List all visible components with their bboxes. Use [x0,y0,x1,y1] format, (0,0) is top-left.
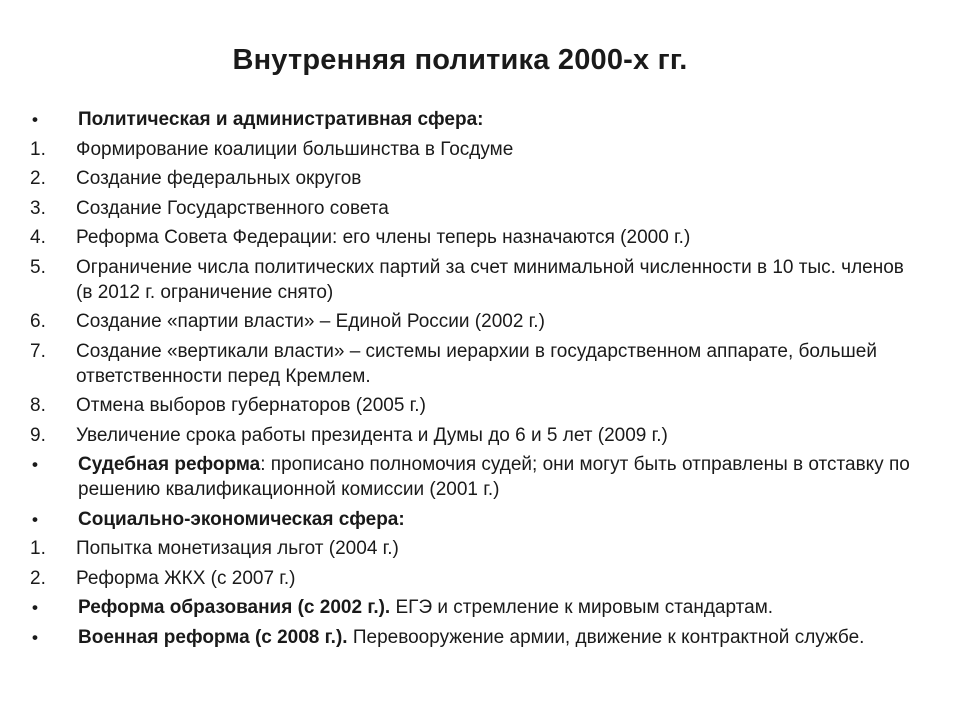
list-item [30,566,920,591]
list-item [30,255,920,305]
section-heading: Реформа образования (с 2002 г.). [78,597,391,618]
section-heading: Политическая и административная сфера: [78,109,484,130]
number-marker: 9. [30,424,46,446]
item-text: ЕГЭ и стремление к мировым стандартам. [390,597,774,618]
section-heading: Военная реформа (с 2008 г.). [78,626,348,648]
list-item-text [76,196,920,221]
item-text: Создание «вертикали власти» – системы иерархии в государственном аппарате, большей ответственности перед Кремлем. [76,340,877,387]
item-text: Реформа ЖКХ (с 2007 г.) [76,567,296,589]
list-item-text [78,507,920,532]
list-item [30,536,920,561]
list-item [30,595,920,620]
bullet-marker: • [32,627,38,647]
bullet-marker: • [32,455,38,474]
number-marker: 1. [30,138,46,160]
list-item-text [78,107,920,132]
list-item-text [76,393,920,418]
item-text: Перевооружение армии, движение к контрактной службе. [347,626,865,648]
list-item [30,166,920,191]
list-item-text [76,166,920,191]
number-marker: 8. [30,395,46,416]
item-text: Увеличение срока работы президента и Думы до 6 и 5 лет (2009 г.) [76,424,668,446]
list-item [30,225,920,250]
bullet-marker: • [32,598,38,617]
list-item [30,625,920,650]
bullet-marker: • [32,110,38,129]
list-item [30,196,920,221]
list-item [30,309,920,334]
item-text: Попытка монетизация льгот (2004 г.) [76,538,399,559]
list-item-text [76,566,920,591]
section-heading: Судебная реформа [78,454,261,475]
number-marker: 2. [30,567,46,589]
list-item-text [76,309,920,334]
list-item [30,452,920,502]
item-text: Создание Государственного совета [76,197,389,219]
content-list [30,107,920,654]
item-text: Ограничение числа политических партий за счет минимальной численности в 10 тыс. членов (в 2012 г. ограничение снято) [76,256,904,303]
section-heading: Социально-экономическая сфера: [78,508,405,530]
list-item-text [76,536,920,561]
list-item-text [76,137,920,162]
list-item-text [76,339,920,389]
list-item [30,423,920,448]
number-marker: 2. [30,168,46,189]
list-item [30,339,920,389]
number-marker: 6. [30,311,46,332]
page-title: Внутренняя политика 2000-х гг. [232,44,688,76]
number-marker: 5. [30,256,46,278]
number-marker: 7. [30,340,46,362]
number-marker: 1. [30,538,46,559]
list-item-text [76,423,920,448]
list-item-text [78,625,920,650]
list-item [30,393,920,418]
list-item [30,137,920,162]
list-item-text [78,595,920,620]
item-text: Отмена выборов губернаторов (2005 г.) [76,395,426,416]
list-item-text [78,452,920,502]
list-item [30,107,920,132]
list-item-text [76,255,920,305]
list-item [30,507,920,532]
item-text: Формирование коалиции большинства в Госдуме [76,138,514,160]
item-text: Создание «партии власти» – Единой России (2002 г.) [76,311,545,332]
item-text: Создание федеральных округов [76,168,362,189]
list-item-text [76,225,920,250]
bullet-marker: • [32,509,38,529]
item-text: Реформа Совета Федерации: его члены теперь назначаются (2000 г.) [76,227,691,248]
item-text: : прописано полномочия судей; они могут быть отправлены в отставку по решению квалификационной комиссии (2001 г.) [78,454,910,500]
number-marker: 3. [30,197,46,219]
number-marker: 4. [30,227,46,248]
